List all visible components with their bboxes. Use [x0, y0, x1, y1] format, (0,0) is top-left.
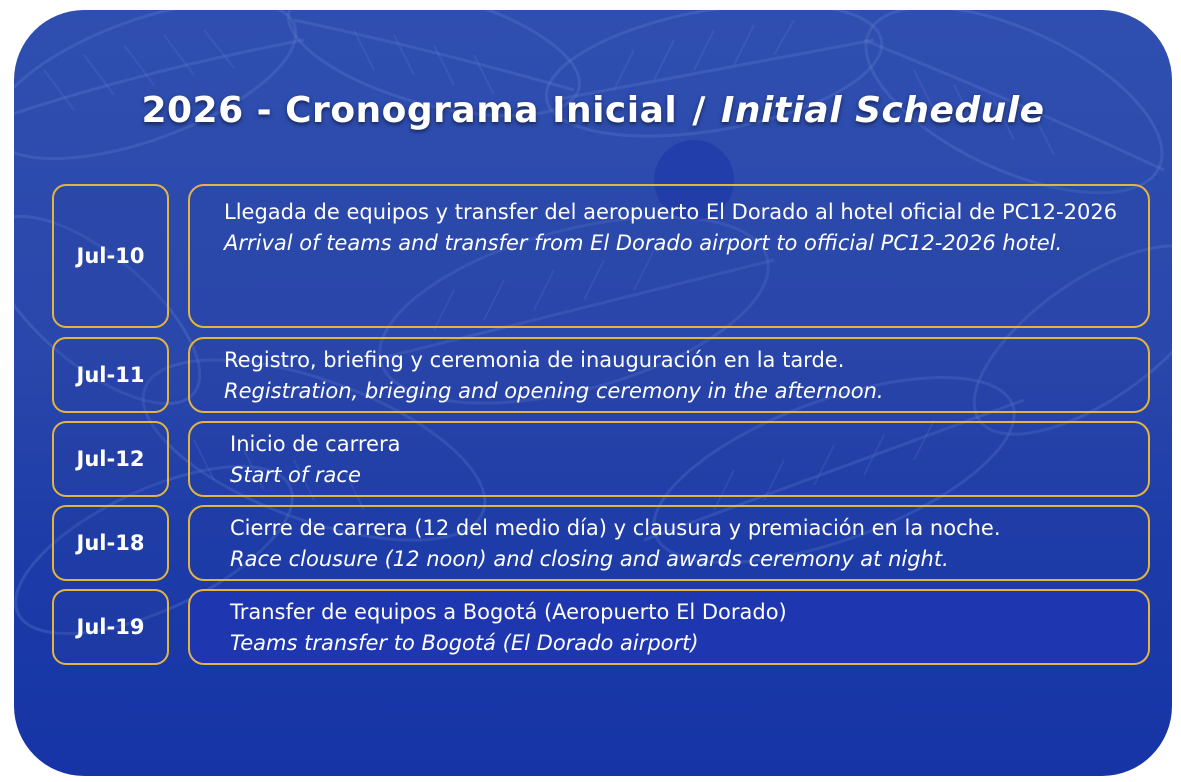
entry-spanish-text: Inicio de carrera	[230, 432, 401, 456]
date-badge	[52, 184, 169, 328]
date-label: Jul-18	[76, 531, 145, 555]
schedule-entry	[188, 589, 1150, 665]
schedule-entry	[188, 184, 1150, 328]
entry-english-text: Registration, brieging and opening ceremony in the afternoon.	[224, 379, 884, 403]
entry-spanish-text: Llegada de equipos y transfer del aeropuerto El Dorado al hotel oficial de PC12-2026	[224, 200, 1118, 224]
page-title	[14, 90, 1172, 131]
entry-english-text: Race clousure (12 noon) and closing and awards ceremony at night.	[230, 547, 949, 571]
date-badge	[52, 337, 169, 413]
schedule-entry	[188, 421, 1150, 497]
entry-english-text: Arrival of teams and transfer from El Dorado airport to official PC12-2026 hotel.	[224, 231, 1063, 255]
entry-spanish-text: Transfer de equipos a Bogotá (Aeropuerto El Dorado)	[230, 600, 787, 624]
date-label: Jul-10	[76, 244, 145, 268]
date-label: Jul-19	[76, 615, 145, 639]
entry-english-text: Start of race	[230, 463, 361, 487]
schedule-entry	[188, 337, 1150, 413]
entry-spanish-text: Registro, briefing y ceremonia de inauguración en la tarde.	[224, 348, 845, 372]
date-badge	[52, 421, 169, 497]
title-english: Initial Schedule	[721, 90, 1045, 131]
date-badge	[52, 505, 169, 581]
entry-spanish-text: Cierre de carrera (12 del medio día) y clausura y premiación en la noche.	[230, 516, 1001, 540]
title-separator: /	[692, 90, 706, 131]
schedule-card	[14, 10, 1172, 776]
date-label: Jul-12	[76, 447, 145, 471]
date-label: Jul-11	[76, 363, 145, 387]
schedule-entry	[188, 505, 1150, 581]
entry-english-text: Teams transfer to Bogotá (El Dorado airport)	[230, 631, 699, 655]
title-spanish: 2026 - Cronograma Inicial	[141, 90, 678, 131]
date-badge	[52, 589, 169, 665]
